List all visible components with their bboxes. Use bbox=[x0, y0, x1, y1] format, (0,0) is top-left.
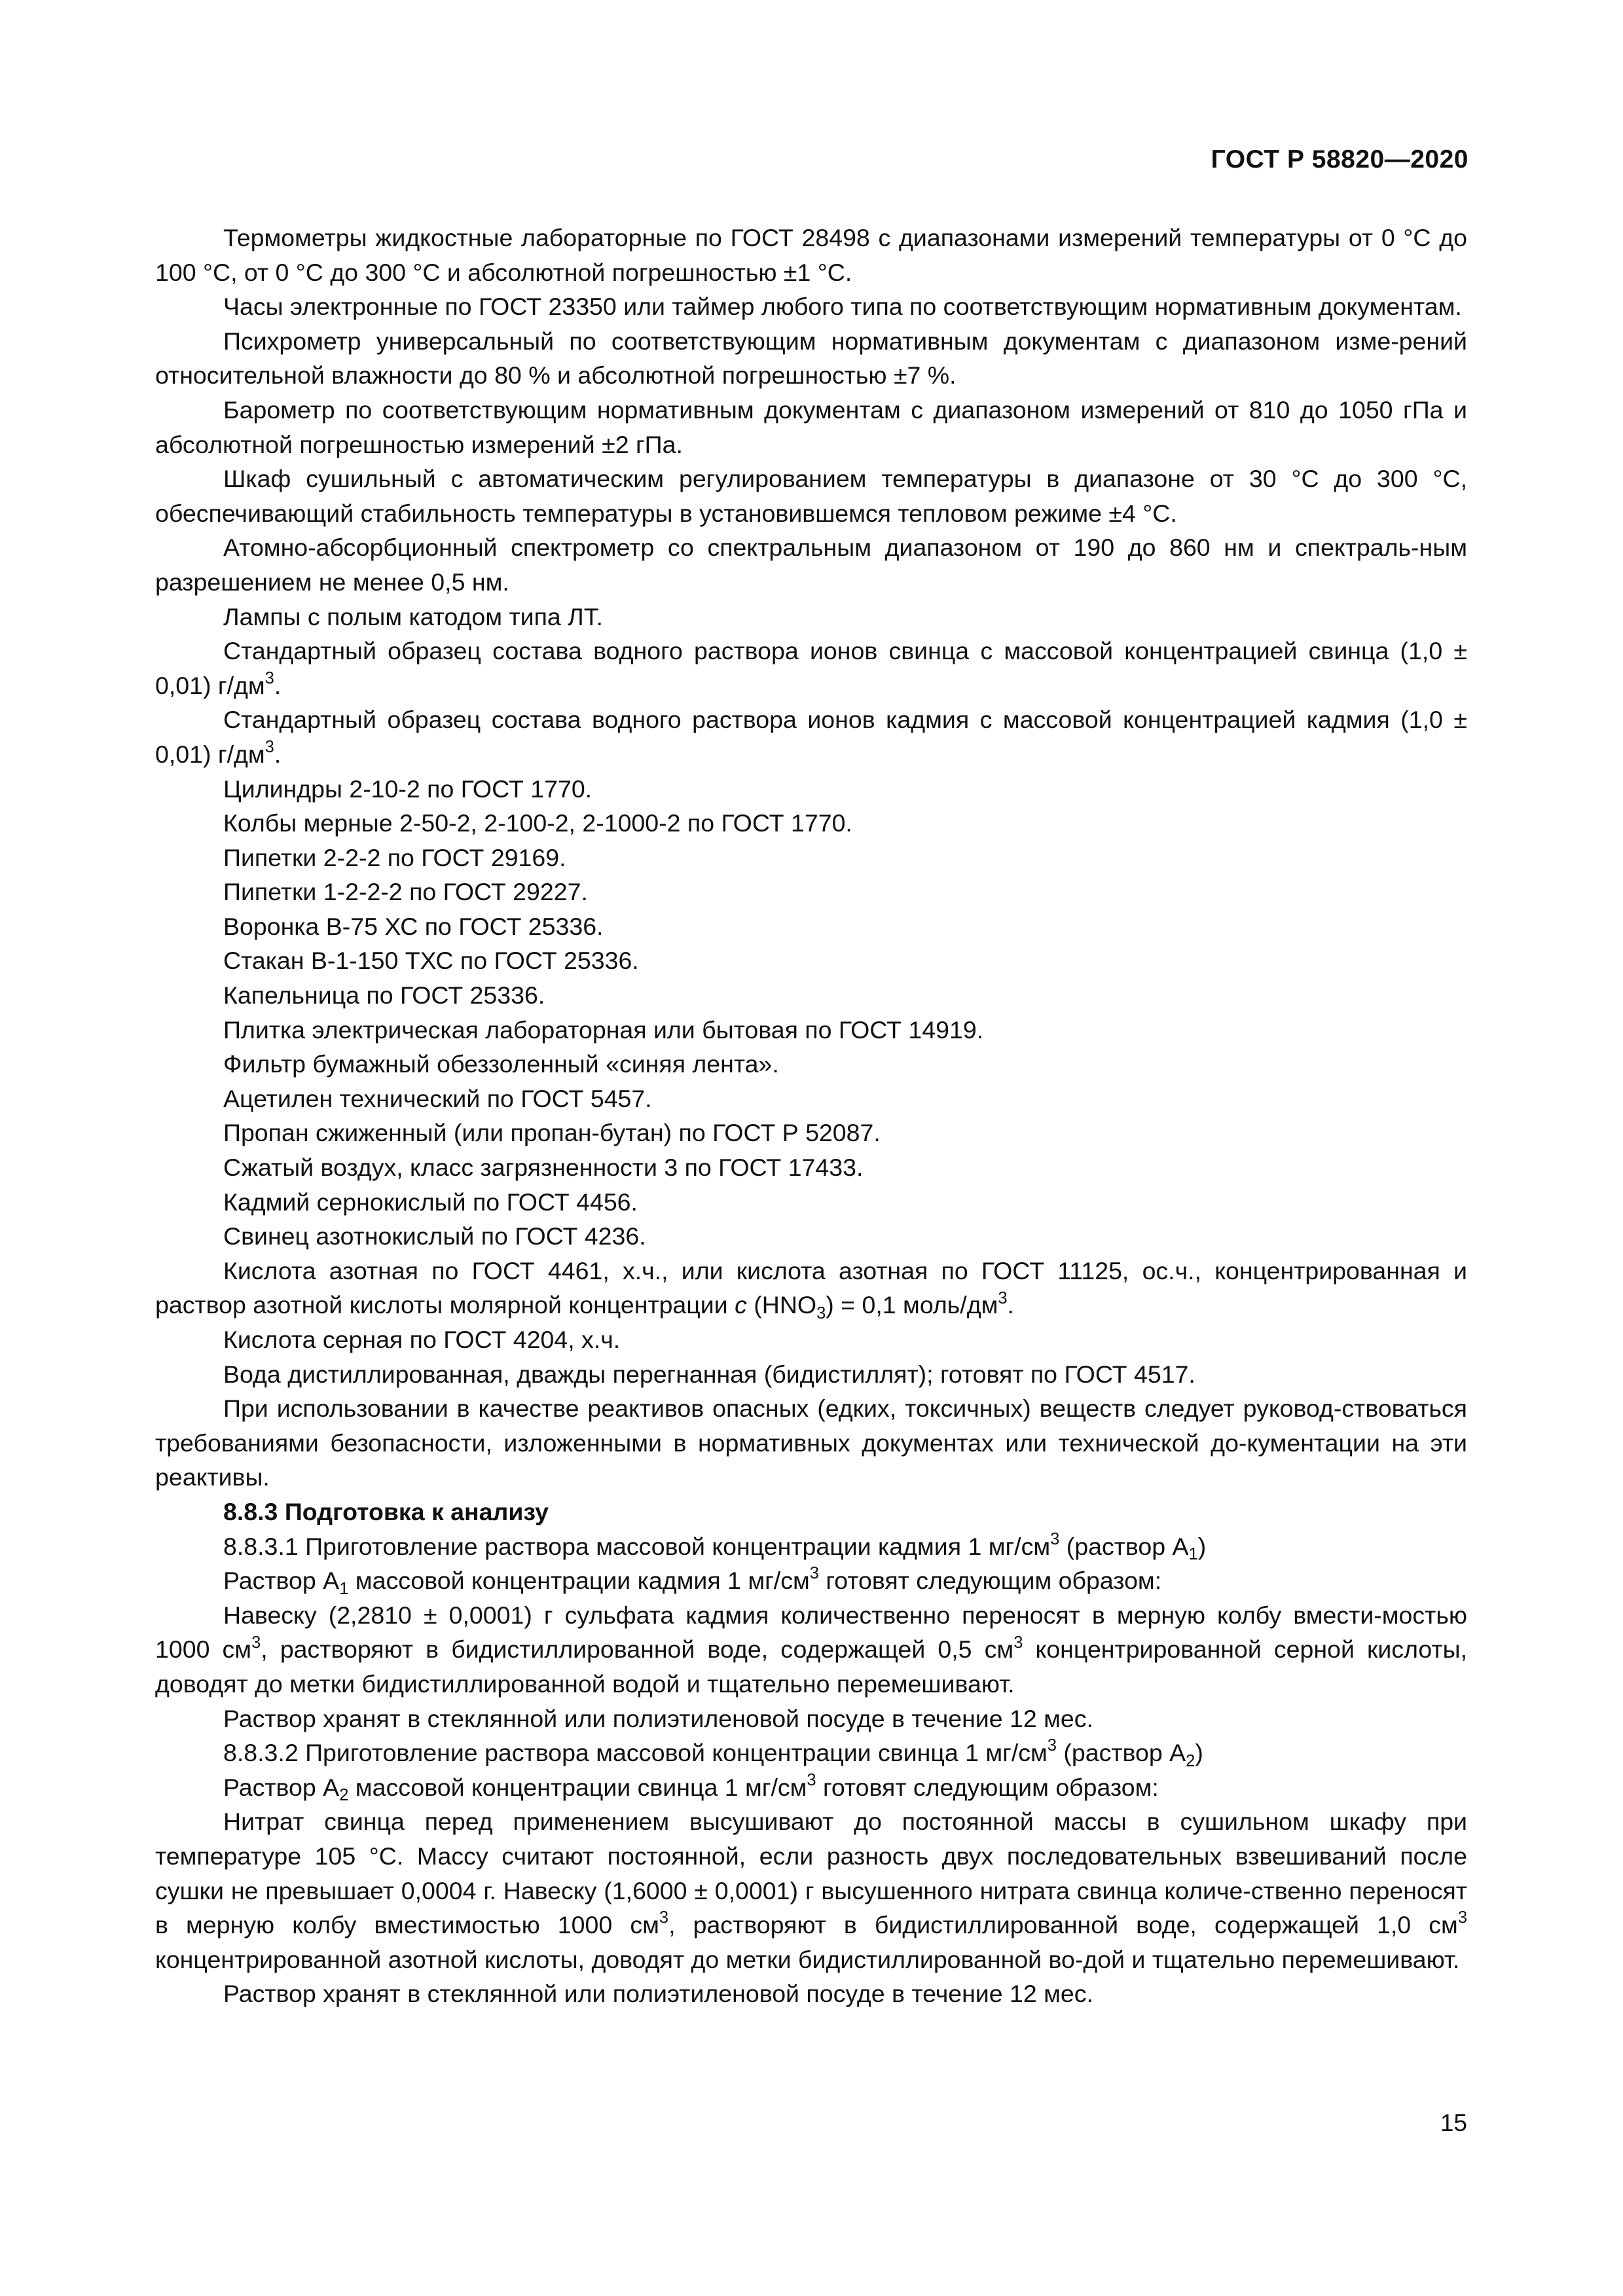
list-item: Пропан сжиженный (или пропан-бутан) по ГОСТ Р 52087. bbox=[223, 1119, 881, 1147]
page-body bbox=[155, 221, 1467, 2011]
paragraph-lead-standard: Стандартный образец состава водного раствора ионов свинца с массовой концентрацией свинца (1,0 ± 0,01) $г/дм^3$. bbox=[155, 637, 1467, 699]
list-item: Стакан В-1-150 ТХС по ГОСТ 25336. bbox=[223, 947, 639, 975]
section-heading: 8.8.3 Подготовка к анализу bbox=[223, 1497, 549, 1525]
paragraph: Раствор $А_2$ массовой концентрации свинца 1 $мг/см^3$ готовят следующим образом: bbox=[223, 1770, 1159, 1805]
list-item: Колбы мерные 2-50-2, 2-100-2, 2-1000-2 по ГОСТ 1770. bbox=[223, 809, 852, 837]
page-number: 15 bbox=[1440, 2109, 1467, 2136]
paragraph: Термометры жидкостные лабораторные по ГОСТ 28498 с диапазонами измерений температуры от 0 °С до 100 °С, от 0 °С до 300 °С и абсолютной погрешностью ±1 °С. bbox=[155, 224, 1467, 286]
paragraph: Навеску (2,2810 ± 0,0001) г сульфата кадмия количественно переносят в мерную колбу вмести-мостью 1000 $см^3$, растворяют в бидистиллированной воде, содержащей 0,5 $см^3$ концентрированной серной кислоты, доводят до метки бидистиллированной водой и тщательно перемешивают. bbox=[155, 1601, 1468, 1698]
document-code: ГОСТ Р 58820—2020 bbox=[1211, 145, 1468, 173]
list-item: Фильтр бумажный обеззоленный «синяя лента». bbox=[223, 1050, 779, 1078]
paragraph: Нитрат свинца перед применением высушивают до постоянной массы в сушильном шкафу при температуре 105 °С. Массу считают постоянной, если разность двух последовательных взвешиваний после сушки не превышает 0,0004 г. Навеску (1,6000 ± 0,0001) г высушенного нитрата свинца количе-ственно переносят в мерную колбу вместимостью 1000 $см^3$, растворяют в бидистиллированной воде, содержащей 1,0 $см^3$ концентрированной азотной кислоты, доводят до метки бидистиллированной во-дой и тщательно перемешивают. bbox=[155, 1808, 1467, 1973]
list-item: Ацетилен технический по ГОСТ 5457. bbox=[223, 1084, 652, 1112]
paragraph: Часы электронные по ГОСТ 23350 или таймер любого типа по соответствующим нормативным документам. bbox=[223, 293, 1462, 321]
list-item: Плитка электрическая лабораторная или бытовая по ГОСТ 14919. bbox=[223, 1015, 984, 1044]
list-item: Цилиндры 2-10-2 по ГОСТ 1770. bbox=[223, 774, 593, 803]
list-item: Кислота серная по ГОСТ 4204, х.ч. bbox=[223, 1326, 621, 1353]
list-item: Сжатый воздух, класс загрязненности 3 по ГОСТ 17433. bbox=[223, 1154, 864, 1182]
paragraph: Психрометр универсальный по соответствующим нормативным документам с диапазоном изме-рений относительной влажности до 80 % и абсолютной погрешностью ±7 %. bbox=[155, 327, 1467, 390]
list-item: Вода дистиллированная, дважды перегнанная (бидистиллят); готовят по ГОСТ 4517. bbox=[223, 1360, 1195, 1388]
list-item: Пипетки 2-2-2 по ГОСТ 29169. bbox=[223, 843, 566, 871]
list-item: Кадмий сернокислый по ГОСТ 4456. bbox=[223, 1188, 638, 1216]
paragraph: Лампы с полым катодом типа ЛТ. bbox=[223, 602, 603, 630]
list-item: Капельница по ГОСТ 25336. bbox=[223, 981, 545, 1010]
list-item: Пипетки 1-2-2-2 по ГОСТ 29227. bbox=[223, 878, 588, 906]
paragraph: Шкаф сушильный с автоматическим регулированием температуры в диапазоне от 30 °С до 300 °С, обеспечивающий стабильность температуры в установившемся тепловом режиме ±4 °С. bbox=[155, 465, 1467, 527]
paragraph: Раствор $А_1$ массовой концентрации кадмия 1 $мг/см^3$ готовят следующим образом: bbox=[223, 1564, 1162, 1598]
paragraph: Атомно-абсорбционный спектрометр со спектральным диапазоном от 190 до 860 нм и спектраль-ным разрешением не менее 0,5 нм. bbox=[155, 534, 1467, 596]
paragraph: Раствор хранят в стеклянной или полиэтиленовой посуде в течение 12 мес. bbox=[223, 1980, 1093, 2008]
paragraph-safety: При использовании в качестве реактивов опасных (едких, токсичных) веществ следует руковод-ствоваться требованиями безопасности, изложенными в нормативных документах или технической до-кументации на эти реактивы. bbox=[155, 1394, 1467, 1491]
paragraph: Барометр по соответствующим нормативным документам с диапазоном измерений от 810 до 1050 гПа и абсолютной погрешностью измерений ±2 гПа. bbox=[155, 395, 1467, 458]
paragraph-nitric-acid: Кислота азотная по ГОСТ 4461, х.ч., или кислота азотная по ГОСТ 11125, ос.ч., концентрированная и раствор азотной кислоты молярной концентрации c $(HNO_3) = 0,1$ моль/$дм^3$. bbox=[155, 1256, 1467, 1323]
subsection-heading-8-8-3-2: 8.8.3.2 Приготовление раствора массовой концентрации свинца 1 $мг/см^3$ (раствор $А_2$) bbox=[223, 1736, 1203, 1770]
paragraph: Раствор хранят в стеклянной или полиэтиленовой посуде в течение 12 мес. bbox=[223, 1704, 1093, 1732]
list-item: Воронка В-75 ХС по ГОСТ 25336. bbox=[223, 912, 604, 940]
paragraph-cadmium-standard: Стандартный образец состава водного раствора ионов кадмия с массовой концентрацией кадмия (1,0 ± 0,01) $г/дм^3$. bbox=[155, 706, 1467, 768]
subsection-heading-8-8-3-1: 8.8.3.1 Приготовление раствора массовой концентрации кадмия 1 $мг/см^3$ (раствор $А_1$) bbox=[223, 1529, 1207, 1564]
list-item: Свинец азотнокислый по ГОСТ 4236. bbox=[223, 1222, 646, 1250]
